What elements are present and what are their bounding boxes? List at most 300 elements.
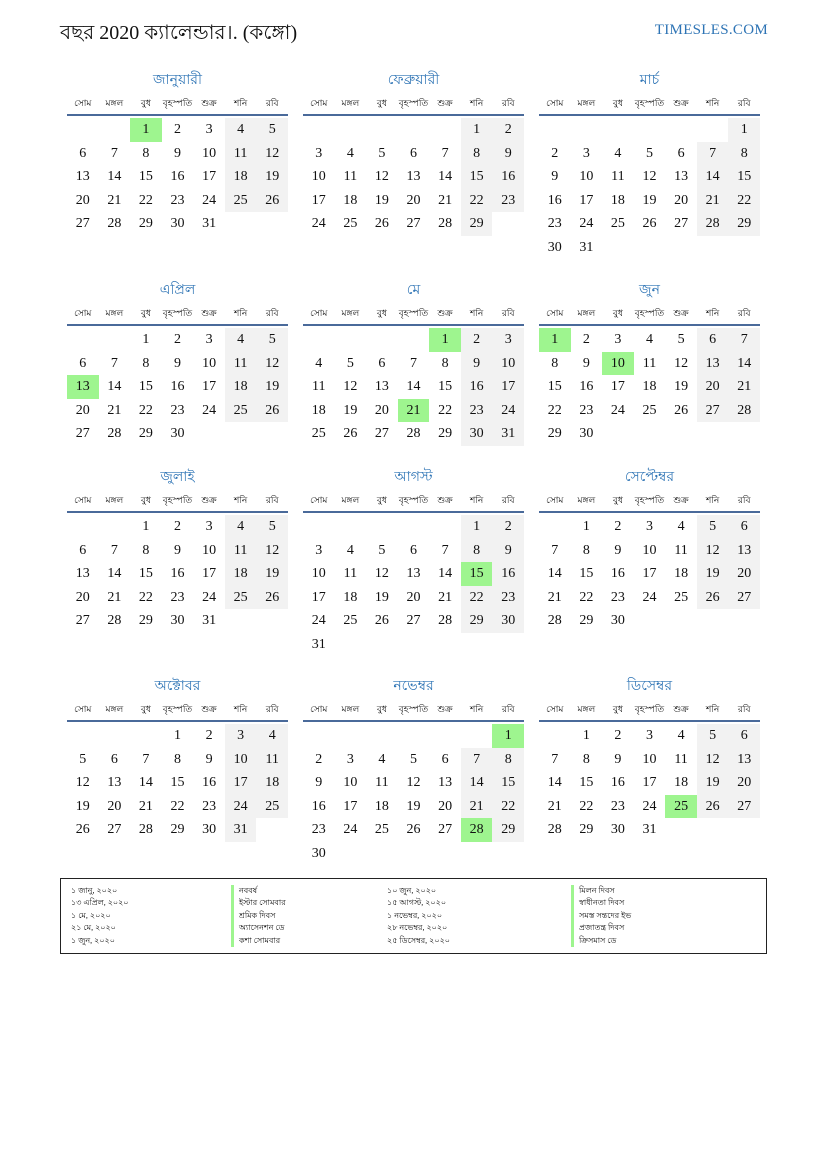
day-cell: 7 <box>409 355 417 371</box>
month-block <box>67 676 288 842</box>
day-cell: 4 <box>346 542 354 558</box>
day-cell: 19 <box>256 165 288 189</box>
day-cell: 29 <box>138 613 153 628</box>
day-cell: 23 <box>492 189 524 213</box>
empty-cell <box>303 118 335 142</box>
day-cell: 22 <box>579 798 594 814</box>
day-cell: 28 <box>438 216 453 231</box>
day-cell: 19 <box>256 562 288 586</box>
weekday-label: বুধ <box>612 704 623 714</box>
empty-cell <box>335 328 367 352</box>
day-cell: 19 <box>642 192 657 208</box>
legend-date: ১৩ এপ্রিল, ২০২০ <box>71 898 129 908</box>
legend-date: ১ জুন, ২০২০ <box>71 935 115 945</box>
day-cell: 9 <box>614 542 622 558</box>
day-cell: 8 <box>461 142 493 166</box>
day-cell: 16 <box>170 169 185 184</box>
day-cell: 11 <box>225 539 257 563</box>
legend-holiday-name: ইস্টার সোমবার <box>231 897 286 909</box>
empty-cell <box>461 724 493 748</box>
weekday-label: শনি <box>705 495 720 505</box>
day-cell: 22 <box>138 192 153 208</box>
day-cell: 9 <box>492 142 524 166</box>
day-cell: 3 <box>346 751 354 767</box>
weekday-label: বুধ <box>612 308 623 318</box>
day-cell: 17 <box>579 192 594 208</box>
day-cell: 14 <box>547 775 562 790</box>
day-cell: 4 <box>378 751 386 767</box>
day-cell: 8 <box>492 748 524 772</box>
day-cell: 1 <box>173 728 181 743</box>
day-cell: 15 <box>579 566 594 581</box>
day-cell: 18 <box>311 402 326 418</box>
day-cell: 28 <box>107 216 122 231</box>
empty-cell <box>303 724 335 748</box>
day-cell: 25 <box>311 426 326 441</box>
empty-cell <box>335 724 367 748</box>
day-cell: 5 <box>409 751 417 767</box>
day-cell: 7 <box>110 355 118 371</box>
day-cell: 6 <box>441 751 449 767</box>
day-cell: 3 <box>492 328 524 352</box>
weekday-label: সোম <box>74 98 92 108</box>
weekday-label: শুক্র <box>673 495 689 505</box>
day-cell: 24 <box>343 822 358 837</box>
empty-cell <box>335 515 367 539</box>
day-cell: 5 <box>256 328 288 352</box>
day-cell: 29 <box>438 426 453 441</box>
day-cell: 30 <box>461 422 493 446</box>
month-block <box>539 467 760 633</box>
empty-cell <box>366 724 398 748</box>
day-cell: 3 <box>582 145 590 161</box>
weekday-label: রবি <box>737 308 751 318</box>
day-cell: 6 <box>110 751 118 767</box>
day-cell: 29 <box>461 212 493 236</box>
day-cell: 25 <box>610 216 625 231</box>
day-cell: 23 <box>311 822 326 837</box>
day-cell: 7 <box>551 542 559 558</box>
legend-holiday-name: সমস্ত সন্তদের ইভ <box>571 910 631 922</box>
empty-cell <box>539 515 571 539</box>
legend-holiday-name: স্বাধীনতা দিবস <box>571 897 631 909</box>
day-cell: 16 <box>170 379 185 394</box>
day-cell: 28 <box>107 426 122 441</box>
day-cell: 2 <box>205 728 213 743</box>
day-cell: 11 <box>312 379 326 394</box>
day-cell: 15 <box>547 379 562 394</box>
month-block <box>303 467 524 656</box>
day-cell: 10 <box>311 566 326 581</box>
day-cell: 30 <box>492 609 524 633</box>
day-cell: 4 <box>645 332 653 347</box>
day-cell: 4 <box>225 515 257 539</box>
weekday-label: বুধ <box>140 308 151 318</box>
day-cell: 8 <box>441 355 449 371</box>
weekday-label: শুক্র <box>673 308 689 318</box>
day-cell: 19 <box>697 562 729 586</box>
day-cell: 31 <box>202 613 217 628</box>
day-cell: 12 <box>256 539 288 563</box>
empty-cell <box>697 118 729 142</box>
legend-date: ২৮ নভেম্বর, ২০২০ <box>387 923 448 933</box>
day-grid <box>539 328 760 446</box>
weekday-label: রবি <box>737 704 751 714</box>
weekday-label: বুধ <box>140 704 151 714</box>
day-cell: 28 <box>547 822 562 837</box>
day-cell: 30 <box>610 613 625 628</box>
holiday-day-cell: 1 <box>539 328 571 352</box>
day-cell: 26 <box>697 795 729 819</box>
day-cell: 14 <box>406 379 421 394</box>
day-cell: 13 <box>406 566 421 581</box>
day-cell: 26 <box>374 613 389 628</box>
day-cell: 18 <box>256 771 288 795</box>
weekday-label: মঙ্গল <box>105 98 124 108</box>
empty-cell <box>429 118 461 142</box>
month-name: ফেব্রুয়ারী <box>387 73 440 88</box>
day-cell: 5 <box>346 355 354 371</box>
day-cell: 27 <box>438 822 453 837</box>
weekday-label: বৃহস্পতি <box>634 308 665 318</box>
legend-holiday-name: মিলন দিবস <box>571 885 631 897</box>
day-cell: 27 <box>406 216 421 231</box>
weekday-label: শুক্র <box>673 704 689 714</box>
weekday-label: বুধ <box>140 98 151 108</box>
day-cell: 3 <box>205 122 213 137</box>
day-cell: 26 <box>256 399 288 423</box>
day-cell: 28 <box>547 613 562 628</box>
day-cell: 27 <box>107 822 122 837</box>
day-cell: 25 <box>225 189 257 213</box>
day-cell: 28 <box>107 613 122 628</box>
day-cell: 27 <box>674 216 689 231</box>
day-cell: 2 <box>173 332 181 347</box>
legend-date: ২৫ ডিসেম্বর, ২০২০ <box>387 935 450 945</box>
day-cell: 21 <box>107 402 122 418</box>
weekday-label: বুধ <box>612 495 623 505</box>
day-cell: 26 <box>256 189 288 213</box>
day-cell: 19 <box>75 798 90 814</box>
month-name: সেপ্টেম্বর <box>624 470 675 485</box>
day-cell: 4 <box>677 519 685 534</box>
day-cell: 16 <box>311 798 326 814</box>
day-cell: 14 <box>107 566 122 581</box>
day-cell: 10 <box>311 169 326 184</box>
day-cell: 7 <box>110 542 118 558</box>
weekday-label: বুধ <box>612 98 623 108</box>
day-cell: 10 <box>492 352 524 376</box>
day-cell: 7 <box>142 751 150 767</box>
holiday-day-cell: 10 <box>602 352 634 376</box>
day-cell: 2 <box>614 728 622 743</box>
day-cell: 20 <box>406 589 421 605</box>
day-cell: 15 <box>728 165 760 189</box>
day-cell: 5 <box>79 751 87 767</box>
day-cell: 16 <box>170 566 185 581</box>
day-cell: 21 <box>107 589 122 605</box>
weekday-label: মঙ্গল <box>341 308 360 318</box>
day-cell: 6 <box>409 145 417 161</box>
weekday-header <box>539 302 760 326</box>
day-cell: 10 <box>579 169 594 184</box>
day-cell: 29 <box>138 426 153 441</box>
weekday-label: বুধ <box>376 98 387 108</box>
legend-date: ১৫ আগস্ট, ২০২০ <box>387 898 447 908</box>
day-cell: 22 <box>138 402 153 418</box>
day-cell: 19 <box>697 771 729 795</box>
day-cell: 15 <box>492 771 524 795</box>
day-cell: 4 <box>614 145 622 161</box>
day-cell: 26 <box>343 426 358 441</box>
day-cell: 24 <box>202 192 217 208</box>
month-block <box>303 70 524 236</box>
weekday-label: বৃহস্পতি <box>162 704 193 714</box>
day-cell: 1 <box>582 728 590 743</box>
empty-cell <box>99 328 131 352</box>
day-cell: 15 <box>138 379 153 394</box>
day-cell: 11 <box>256 748 288 772</box>
day-cell: 22 <box>579 589 594 605</box>
day-cell: 24 <box>642 589 657 605</box>
day-cell: 2 <box>614 519 622 534</box>
weekday-label: সোম <box>74 308 92 318</box>
day-cell: 24 <box>642 798 657 814</box>
day-cell: 2 <box>582 332 590 347</box>
day-cell: 12 <box>406 775 421 790</box>
day-cell: 8 <box>582 751 590 767</box>
day-cell: 8 <box>461 539 493 563</box>
day-cell: 6 <box>728 724 760 748</box>
day-cell: 9 <box>492 539 524 563</box>
day-cell: 26 <box>256 586 288 610</box>
day-cell: 25 <box>256 795 288 819</box>
weekday-label: মঙ্গল <box>577 704 596 714</box>
month-name: অক্টোবর <box>154 679 201 694</box>
month-name: নভেম্বর <box>393 679 434 694</box>
legend-dates-2 <box>387 885 450 947</box>
weekday-label: শনি <box>233 704 248 714</box>
day-cell: 16 <box>492 165 524 189</box>
legend-holiday-name: শ্রমিক দিবস <box>231 910 286 922</box>
day-cell: 18 <box>225 562 257 586</box>
day-cell: 26 <box>642 216 657 231</box>
day-cell: 23 <box>170 402 185 418</box>
day-cell: 21 <box>138 798 153 814</box>
empty-cell <box>303 328 335 352</box>
day-cell: 19 <box>343 402 358 418</box>
empty-cell <box>99 724 131 748</box>
day-cell: 25 <box>225 586 257 610</box>
day-cell: 14 <box>438 566 453 581</box>
empty-cell <box>634 118 666 142</box>
legend-date: ২১ মে, ২০২০ <box>71 923 116 933</box>
day-cell: 7 <box>110 145 118 161</box>
day-cell: 14 <box>461 771 493 795</box>
day-cell: 2 <box>551 145 559 161</box>
day-cell: 24 <box>225 795 257 819</box>
day-cell: 7 <box>697 142 729 166</box>
day-cell: 18 <box>374 798 389 814</box>
empty-cell <box>335 118 367 142</box>
day-cell: 3 <box>225 724 257 748</box>
day-cell: 30 <box>610 822 625 837</box>
empty-cell <box>429 515 461 539</box>
empty-cell <box>366 328 398 352</box>
day-cell: 16 <box>547 192 562 208</box>
day-cell: 13 <box>438 775 453 790</box>
day-cell: 22 <box>492 795 524 819</box>
day-cell: 8 <box>142 542 150 558</box>
day-cell: 21 <box>728 375 760 399</box>
day-cell: 17 <box>225 771 257 795</box>
day-cell: 5 <box>697 724 729 748</box>
day-cell: 12 <box>374 169 389 184</box>
day-cell: 6 <box>79 542 87 558</box>
day-cell: 21 <box>547 589 562 605</box>
day-cell: 1 <box>461 515 493 539</box>
day-cell: 27 <box>697 399 729 423</box>
day-cell: 3 <box>205 519 213 534</box>
day-cell: 13 <box>406 169 421 184</box>
day-cell: 19 <box>374 192 389 208</box>
day-cell: 20 <box>406 192 421 208</box>
weekday-header <box>539 489 760 513</box>
day-cell: 18 <box>674 566 689 581</box>
empty-cell <box>99 118 131 142</box>
weekday-label: বুধ <box>376 704 387 714</box>
day-cell: 31 <box>642 822 657 837</box>
day-cell: 23 <box>170 589 185 605</box>
holiday-day-cell: 25 <box>665 795 697 819</box>
day-cell: 19 <box>374 589 389 605</box>
day-cell: 11 <box>343 169 358 184</box>
day-cell: 10 <box>202 145 217 161</box>
weekday-header <box>67 698 288 722</box>
day-cell: 11 <box>674 542 688 558</box>
weekday-label: শনি <box>469 98 484 108</box>
day-cell: 31 <box>492 422 524 446</box>
weekday-label: সোম <box>546 308 564 318</box>
day-cell: 29 <box>579 822 594 837</box>
day-cell: 2 <box>173 519 181 534</box>
day-cell: 14 <box>107 169 122 184</box>
day-cell: 16 <box>579 379 594 394</box>
month-name: আগস্ট <box>394 470 433 485</box>
day-grid <box>303 724 524 865</box>
day-cell: 24 <box>579 216 594 231</box>
day-cell: 23 <box>170 192 185 208</box>
weekday-label: বৃহস্পতি <box>162 495 193 505</box>
day-cell: 24 <box>202 402 217 418</box>
day-cell: 13 <box>674 169 689 184</box>
weekday-label: শনি <box>705 704 720 714</box>
day-cell: 14 <box>107 379 122 394</box>
weekday-header <box>67 92 288 116</box>
day-cell: 30 <box>579 426 594 441</box>
day-cell: 8 <box>582 542 590 558</box>
weekday-label: বুধ <box>376 495 387 505</box>
site-link[interactable]: TIMESLES.COM <box>654 22 768 38</box>
legend-holiday-name: প্রজাতন্ত্র দিবস <box>571 922 631 934</box>
month-block <box>539 676 760 842</box>
weekday-label: রবি <box>501 495 515 505</box>
empty-cell <box>67 515 99 539</box>
day-cell: 26 <box>75 822 90 837</box>
month-name: জুলাই <box>160 470 195 485</box>
day-cell: 4 <box>346 145 354 161</box>
day-cell: 27 <box>75 216 90 231</box>
day-cell: 31 <box>202 216 217 231</box>
month-block <box>303 676 524 865</box>
day-cell: 12 <box>256 352 288 376</box>
day-cell: 7 <box>551 751 559 767</box>
month-name: ডিসেম্বর <box>626 679 673 694</box>
day-cell: 9 <box>173 542 181 558</box>
empty-cell <box>398 118 430 142</box>
day-cell: 18 <box>642 379 657 394</box>
day-grid <box>539 724 760 842</box>
day-cell: 2 <box>315 751 323 767</box>
day-cell: 20 <box>75 589 90 605</box>
weekday-label: বৃহস্পতি <box>398 495 429 505</box>
weekday-label: শুক্র <box>201 704 217 714</box>
day-cell: 22 <box>461 586 493 610</box>
legend-dates-1 <box>71 885 129 947</box>
day-cell: 16 <box>610 775 625 790</box>
weekday-label: বুধ <box>140 495 151 505</box>
day-cell: 18 <box>343 589 358 605</box>
day-cell: 20 <box>75 402 90 418</box>
weekday-label: শুক্র <box>437 98 453 108</box>
day-cell: 9 <box>582 355 590 371</box>
day-cell: 17 <box>492 375 524 399</box>
day-cell: 25 <box>642 402 657 418</box>
day-cell: 3 <box>614 332 622 347</box>
day-cell: 26 <box>374 216 389 231</box>
day-cell: 12 <box>697 539 729 563</box>
month-name: মার্চ <box>639 73 660 88</box>
weekday-label: শুক্র <box>673 98 689 108</box>
weekday-label: মঙ্গল <box>577 495 596 505</box>
day-cell: 20 <box>374 402 389 418</box>
weekday-label: সোম <box>546 98 564 108</box>
day-cell: 17 <box>311 589 326 605</box>
day-cell: 20 <box>674 192 689 208</box>
empty-cell <box>398 724 430 748</box>
weekday-header <box>303 92 524 116</box>
weekday-label: সোম <box>74 704 92 714</box>
weekday-label: শনি <box>233 495 248 505</box>
weekday-label: রবি <box>265 98 279 108</box>
weekday-label: শনি <box>469 495 484 505</box>
empty-cell <box>303 515 335 539</box>
day-cell: 17 <box>311 192 326 208</box>
day-grid <box>67 515 288 633</box>
day-cell: 18 <box>225 165 257 189</box>
day-cell: 23 <box>610 589 625 605</box>
day-cell: 21 <box>461 795 493 819</box>
day-cell: 26 <box>697 586 729 610</box>
weekday-header <box>67 489 288 513</box>
day-cell: 6 <box>697 328 729 352</box>
month-block <box>539 280 760 446</box>
weekday-label: বৃহস্পতি <box>398 308 429 318</box>
day-cell: 23 <box>579 402 594 418</box>
day-cell: 20 <box>438 798 453 814</box>
day-cell: 14 <box>728 352 760 376</box>
day-cell: 23 <box>492 586 524 610</box>
